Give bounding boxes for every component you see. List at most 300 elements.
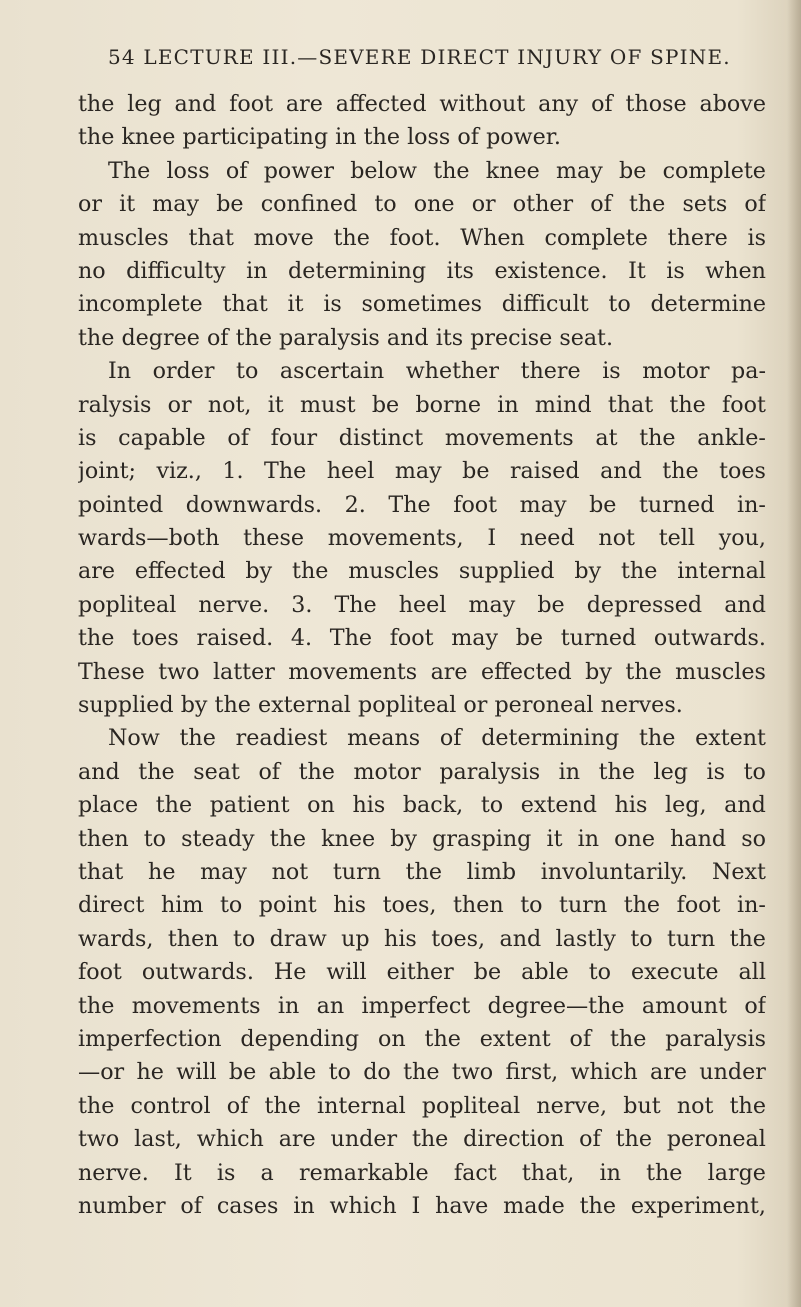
word: When bbox=[460, 224, 525, 251]
word: in bbox=[246, 257, 268, 284]
text-line bbox=[78, 255, 766, 288]
word: pointed bbox=[78, 491, 164, 518]
word: the bbox=[155, 792, 193, 819]
word: and bbox=[174, 91, 217, 117]
word: internal bbox=[677, 558, 766, 585]
word: up bbox=[341, 925, 370, 952]
word: peroneal bbox=[494, 692, 594, 719]
word: pa- bbox=[731, 358, 766, 385]
text-line bbox=[78, 555, 766, 588]
word: he bbox=[148, 858, 176, 885]
word: his bbox=[352, 792, 386, 819]
word: nerves. bbox=[600, 692, 683, 719]
word: under bbox=[699, 1059, 766, 1086]
word: the bbox=[78, 91, 115, 117]
word: may bbox=[394, 458, 442, 485]
text-line bbox=[78, 622, 766, 655]
word: paralysis bbox=[665, 1025, 766, 1052]
word: complete bbox=[662, 157, 766, 184]
word: be bbox=[515, 625, 544, 652]
text-line bbox=[78, 455, 766, 488]
word: and bbox=[499, 925, 542, 952]
word: amount bbox=[641, 992, 727, 1019]
word: which bbox=[196, 1126, 264, 1153]
word: depressed bbox=[586, 591, 703, 618]
word: the bbox=[269, 825, 307, 852]
word: fact bbox=[453, 1159, 497, 1186]
word: to bbox=[236, 358, 259, 385]
word: remarkable bbox=[298, 1159, 429, 1186]
word: then bbox=[452, 892, 504, 919]
word: of bbox=[579, 1126, 601, 1153]
word: I bbox=[487, 525, 497, 552]
word: loss bbox=[407, 124, 451, 151]
word: last, bbox=[134, 1126, 182, 1153]
word: is bbox=[747, 224, 766, 251]
word: draw bbox=[269, 925, 327, 952]
word: popliteal bbox=[78, 591, 177, 618]
word: on bbox=[378, 1025, 406, 1052]
word: These bbox=[78, 658, 145, 685]
word: ankle- bbox=[697, 424, 766, 451]
word: existence. bbox=[494, 257, 608, 284]
word: the bbox=[214, 692, 251, 719]
word: movements bbox=[288, 658, 418, 685]
word: may bbox=[519, 491, 567, 518]
word: heel bbox=[398, 591, 447, 618]
word: the bbox=[610, 1025, 647, 1052]
word: in bbox=[335, 124, 357, 151]
word: is bbox=[323, 291, 342, 318]
text-line bbox=[78, 188, 766, 221]
word: the bbox=[78, 992, 115, 1019]
word: hand bbox=[670, 825, 727, 852]
word: participating bbox=[182, 124, 329, 151]
word: the bbox=[729, 1092, 766, 1119]
word: seat. bbox=[559, 324, 614, 351]
word: are bbox=[285, 91, 323, 117]
word: foot bbox=[78, 959, 122, 986]
word: movements bbox=[131, 992, 261, 1019]
word: or bbox=[167, 391, 192, 418]
word: foot bbox=[453, 491, 498, 518]
word: and bbox=[386, 324, 429, 351]
word: these bbox=[243, 525, 304, 552]
word: will bbox=[176, 1059, 217, 1086]
word: of bbox=[227, 424, 249, 451]
word: those bbox=[625, 91, 687, 117]
word: then bbox=[167, 925, 219, 952]
word: leg bbox=[653, 758, 688, 785]
text-line bbox=[78, 355, 766, 388]
word: I bbox=[411, 1192, 421, 1219]
text-line bbox=[78, 422, 766, 455]
word: turn bbox=[332, 858, 381, 885]
word: by bbox=[585, 658, 612, 685]
word: leg bbox=[127, 91, 162, 117]
word: not bbox=[271, 858, 309, 885]
word: determining bbox=[481, 725, 620, 752]
word: be bbox=[216, 191, 244, 218]
word: the bbox=[638, 725, 676, 752]
word: The bbox=[108, 157, 151, 184]
word: seat bbox=[193, 758, 240, 785]
word: toes bbox=[132, 625, 179, 652]
word: leg, bbox=[665, 792, 707, 819]
word: degree—the bbox=[487, 992, 625, 1019]
text-line bbox=[78, 522, 766, 555]
word: the bbox=[78, 1092, 115, 1119]
word: there bbox=[520, 358, 581, 385]
word: be bbox=[537, 591, 565, 618]
word: The bbox=[264, 458, 307, 485]
word: Next bbox=[711, 858, 766, 885]
word: paralysis bbox=[439, 758, 541, 785]
text-line bbox=[78, 1157, 766, 1190]
word: 2. bbox=[344, 491, 366, 518]
word: paralysis bbox=[279, 324, 380, 351]
text-line bbox=[78, 823, 766, 856]
word: turn bbox=[559, 892, 608, 919]
word: affected bbox=[335, 91, 427, 117]
word: foot bbox=[722, 391, 766, 418]
word: either bbox=[386, 959, 454, 986]
word: wards, bbox=[78, 925, 154, 952]
word: him bbox=[160, 892, 204, 919]
text-line bbox=[78, 756, 766, 789]
word: large bbox=[707, 1159, 766, 1186]
word: the bbox=[405, 858, 442, 885]
word: confined bbox=[260, 191, 358, 218]
word: peroneal bbox=[666, 1126, 766, 1153]
word: not bbox=[676, 1092, 714, 1119]
word: the bbox=[78, 124, 115, 151]
word: to bbox=[520, 892, 543, 919]
word: direction bbox=[463, 1126, 565, 1153]
word: or bbox=[78, 191, 102, 218]
word: sets bbox=[682, 191, 728, 218]
word: made bbox=[503, 1192, 565, 1219]
word: knee bbox=[321, 825, 376, 852]
word: the bbox=[646, 1159, 683, 1186]
word: of bbox=[457, 124, 479, 151]
word: be bbox=[371, 391, 400, 418]
word: The bbox=[388, 491, 431, 518]
word: by bbox=[245, 558, 273, 585]
word: be bbox=[589, 491, 617, 518]
word: the bbox=[298, 758, 335, 785]
word: to bbox=[232, 925, 256, 952]
word: to bbox=[608, 291, 631, 318]
word: the bbox=[363, 124, 400, 151]
word: control bbox=[130, 1092, 211, 1119]
word: precise bbox=[470, 324, 553, 351]
word: other bbox=[512, 191, 574, 218]
word: patient bbox=[209, 792, 290, 819]
word: is bbox=[666, 257, 685, 284]
word: joint; bbox=[78, 458, 137, 485]
word: outwards. bbox=[653, 625, 766, 652]
word: that bbox=[607, 391, 654, 418]
word: able bbox=[268, 1059, 317, 1086]
word: that bbox=[78, 858, 124, 885]
word: the bbox=[138, 758, 175, 785]
word: which bbox=[570, 1059, 638, 1086]
word: difficult bbox=[501, 291, 589, 318]
word: the bbox=[433, 157, 470, 184]
word: the bbox=[625, 658, 662, 685]
word: by bbox=[574, 558, 602, 585]
word: mind bbox=[534, 391, 592, 418]
word: must bbox=[299, 391, 356, 418]
text-line bbox=[78, 1090, 766, 1123]
word: order bbox=[152, 358, 215, 385]
word: a bbox=[260, 1159, 274, 1186]
word: capable bbox=[118, 424, 206, 451]
word: turned bbox=[560, 625, 637, 652]
text-line bbox=[78, 322, 766, 355]
word: of bbox=[590, 191, 612, 218]
word: be bbox=[462, 458, 490, 485]
word: is bbox=[602, 358, 621, 385]
word: determining bbox=[288, 257, 427, 284]
text-line bbox=[78, 956, 766, 989]
word: distinct bbox=[338, 424, 424, 451]
word: readiest bbox=[235, 725, 328, 752]
page-edge-shadow bbox=[787, 0, 801, 1307]
word: the bbox=[78, 324, 115, 351]
word: the bbox=[264, 1092, 301, 1119]
word: complete bbox=[544, 224, 648, 251]
word: point bbox=[258, 892, 317, 919]
word: the bbox=[615, 1126, 652, 1153]
word: The bbox=[334, 591, 377, 618]
word: and bbox=[724, 792, 766, 819]
word: that bbox=[222, 291, 268, 318]
text-line bbox=[78, 1023, 766, 1056]
word: loss bbox=[166, 157, 210, 184]
word: are bbox=[649, 1059, 687, 1086]
word: without bbox=[439, 91, 526, 117]
word: motor bbox=[353, 758, 421, 785]
word: or bbox=[463, 692, 488, 719]
word: the bbox=[78, 625, 115, 652]
word: He bbox=[273, 959, 307, 986]
word: of bbox=[206, 324, 229, 351]
word: be bbox=[619, 157, 647, 184]
text-line bbox=[78, 288, 766, 321]
word: The bbox=[329, 625, 372, 652]
word: imperfect bbox=[361, 992, 471, 1019]
word: on bbox=[307, 792, 335, 819]
word: are bbox=[430, 658, 468, 685]
word: limb bbox=[466, 858, 517, 885]
word: it bbox=[546, 825, 563, 852]
word: move bbox=[253, 224, 314, 251]
word: power bbox=[263, 157, 334, 184]
word: knee bbox=[121, 124, 176, 151]
word: to bbox=[219, 892, 243, 919]
word: it bbox=[119, 191, 136, 218]
word: may bbox=[556, 157, 603, 184]
word: the bbox=[662, 458, 699, 485]
text-line bbox=[78, 1123, 766, 1156]
word: do bbox=[363, 1059, 391, 1086]
text-line bbox=[78, 789, 766, 822]
word: difficulty bbox=[126, 257, 226, 284]
word: the bbox=[235, 324, 272, 351]
word: the bbox=[179, 725, 216, 752]
word: Now bbox=[108, 725, 160, 752]
word: nerve, bbox=[536, 1092, 608, 1119]
text-line bbox=[78, 222, 766, 255]
word: may bbox=[468, 591, 516, 618]
word: the bbox=[579, 1192, 616, 1219]
word: determine bbox=[650, 291, 766, 318]
word: in bbox=[497, 391, 519, 418]
text-line bbox=[78, 1190, 766, 1223]
word: in bbox=[577, 825, 600, 852]
word: extent bbox=[479, 1025, 551, 1052]
word: its bbox=[446, 257, 474, 284]
text-line bbox=[78, 689, 766, 722]
text-line bbox=[78, 722, 766, 755]
word: and bbox=[600, 458, 642, 485]
word: may bbox=[200, 858, 247, 885]
word: of bbox=[225, 157, 248, 184]
text-line bbox=[78, 889, 766, 922]
word: to bbox=[328, 1059, 351, 1086]
word: raised bbox=[509, 458, 580, 485]
word: external bbox=[257, 692, 351, 719]
word: In bbox=[108, 358, 132, 385]
word: 4. bbox=[290, 625, 313, 652]
word: of bbox=[744, 992, 766, 1019]
word: movements, bbox=[327, 525, 464, 552]
word: effected bbox=[134, 558, 226, 585]
word: extent bbox=[695, 725, 766, 752]
word: in bbox=[277, 992, 300, 1019]
word: downwards. bbox=[185, 491, 323, 518]
word: foot bbox=[229, 91, 273, 117]
word: popliteal bbox=[421, 1092, 521, 1119]
word: muscles bbox=[78, 224, 169, 251]
word: toes, bbox=[431, 925, 486, 952]
word: in- bbox=[737, 491, 766, 518]
word: in- bbox=[737, 892, 766, 919]
word: in bbox=[558, 758, 581, 785]
text-line bbox=[78, 88, 766, 121]
word: which bbox=[329, 1192, 397, 1219]
word: turn bbox=[667, 925, 716, 952]
word: outwards. bbox=[141, 959, 254, 986]
word: are bbox=[78, 558, 115, 585]
word: ralysis bbox=[78, 391, 152, 418]
word: then bbox=[78, 825, 129, 852]
word: toes, bbox=[382, 892, 437, 919]
text-line bbox=[78, 389, 766, 422]
word: it bbox=[287, 291, 304, 318]
running-header: 54 LECTURE III.—SEVERE DIRECT INJURY OF SPINE. bbox=[108, 45, 731, 69]
word: of bbox=[226, 1092, 249, 1119]
word: of bbox=[591, 91, 613, 117]
word: internal bbox=[317, 1092, 406, 1119]
word: and bbox=[724, 591, 766, 618]
text-line bbox=[78, 923, 766, 956]
word: tell bbox=[658, 525, 695, 552]
word: depending bbox=[240, 1025, 360, 1052]
word: the bbox=[411, 1126, 449, 1153]
word: movements bbox=[444, 424, 574, 451]
word: to bbox=[374, 191, 397, 218]
body-text bbox=[78, 88, 766, 1223]
word: ascertain bbox=[279, 358, 385, 385]
word: one bbox=[413, 191, 455, 218]
word: his bbox=[614, 792, 648, 819]
word: foot. bbox=[389, 224, 441, 251]
word: first, bbox=[505, 1059, 559, 1086]
text-line bbox=[78, 990, 766, 1023]
word: cases bbox=[216, 1192, 279, 1219]
word: that bbox=[188, 224, 234, 251]
word: nerve. bbox=[198, 591, 270, 618]
word: means bbox=[347, 725, 421, 752]
text-line bbox=[78, 1056, 766, 1089]
word: experiment, bbox=[630, 1192, 766, 1219]
word: the bbox=[639, 424, 676, 451]
word: sometimes bbox=[361, 291, 483, 318]
word: degree bbox=[121, 324, 200, 351]
word: able bbox=[521, 959, 569, 986]
word: by bbox=[180, 692, 208, 719]
word: the bbox=[729, 925, 766, 952]
word: grasping bbox=[432, 825, 532, 852]
word: in bbox=[293, 1192, 315, 1219]
text-line bbox=[78, 155, 766, 188]
word: execute bbox=[631, 959, 719, 986]
word: that, bbox=[521, 1159, 575, 1186]
word: back, bbox=[402, 792, 464, 819]
word: of bbox=[180, 1192, 202, 1219]
word: will bbox=[326, 959, 367, 986]
word: involuntarily. bbox=[540, 858, 688, 885]
word: be bbox=[473, 959, 502, 986]
word: power. bbox=[486, 124, 561, 151]
text-line bbox=[78, 856, 766, 889]
word: to bbox=[588, 959, 612, 986]
word: the bbox=[623, 892, 661, 919]
word: place bbox=[78, 792, 139, 819]
text-line bbox=[78, 656, 766, 689]
word: effected bbox=[481, 658, 572, 685]
word: borne bbox=[415, 391, 482, 418]
word: two bbox=[158, 658, 200, 685]
word: the bbox=[292, 558, 329, 585]
word: muscles bbox=[348, 558, 440, 585]
word: an bbox=[316, 992, 345, 1019]
word: but bbox=[623, 1092, 661, 1119]
word: of bbox=[439, 725, 462, 752]
word: so bbox=[741, 825, 766, 852]
word: is bbox=[706, 758, 725, 785]
word: of bbox=[258, 758, 281, 785]
word: —or bbox=[78, 1059, 125, 1086]
word: may bbox=[451, 625, 499, 652]
word: his bbox=[384, 925, 417, 952]
word: he bbox=[136, 1059, 164, 1086]
word: the bbox=[621, 558, 658, 585]
word: are bbox=[278, 1126, 316, 1153]
